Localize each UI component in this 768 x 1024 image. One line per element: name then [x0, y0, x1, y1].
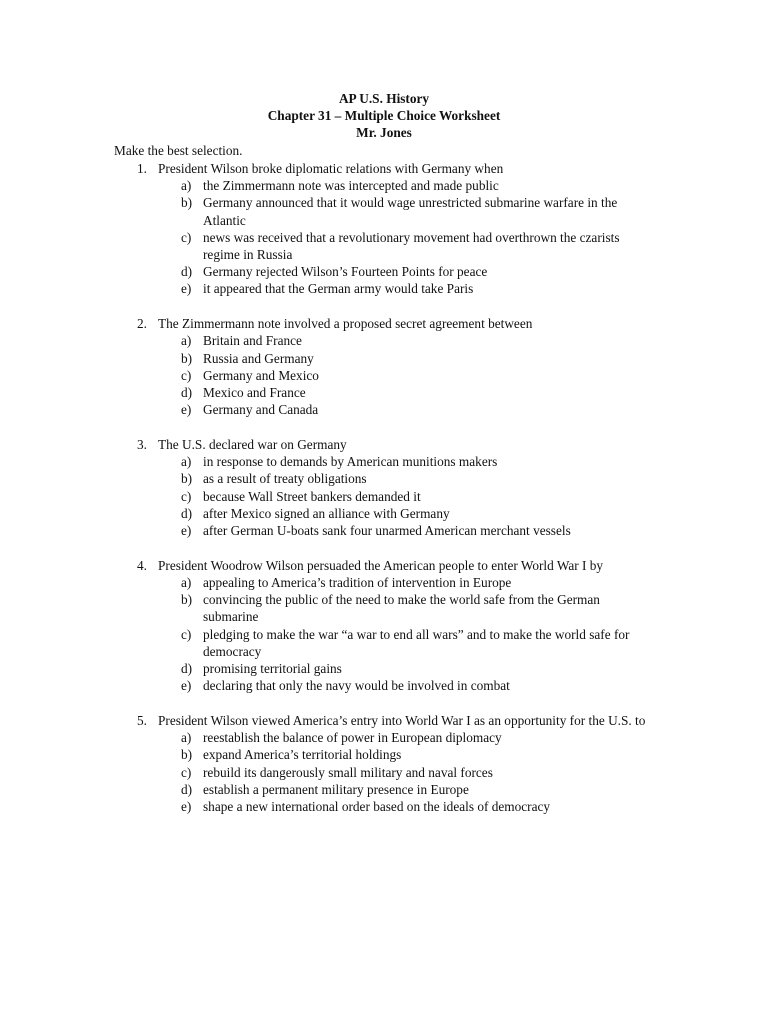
choice-letter: c) [181, 626, 192, 642]
choice-text: appealing to America’s tradition of intervention in Europe [203, 575, 512, 591]
choice-letter: c) [181, 488, 192, 504]
choice-item [0, 332, 768, 349]
choice-item [0, 781, 768, 798]
choice-text: Russia and Germany [203, 350, 314, 366]
choice-letter: c) [181, 764, 192, 780]
choice-text: Mexico and France [203, 385, 306, 401]
choice-letter: d) [181, 505, 193, 521]
question-list [0, 160, 768, 833]
choice-letter: b) [181, 350, 193, 366]
choice-item [0, 384, 768, 401]
choice-text: Germany rejected Wilson’s Fourteen Points for peace [203, 264, 488, 280]
choice-letter: d) [181, 781, 193, 797]
choice-text: declaring that only the navy would be involved in combat [203, 678, 510, 694]
question-5 [0, 712, 768, 815]
choice-letter: a) [181, 575, 192, 591]
choice-letter: b) [181, 471, 193, 487]
choice-text: as a result of treaty obligations [203, 471, 367, 487]
question-number: 2. [137, 316, 147, 332]
choice-letter: a) [181, 333, 192, 349]
question-number: 4. [137, 557, 147, 573]
choice-item [0, 764, 768, 781]
choice-text: promising territorial gains [203, 661, 342, 677]
choice-item [0, 350, 768, 367]
course-title: AP U.S. History [338, 91, 430, 106]
choice-item [0, 229, 768, 263]
choice-letter: e) [181, 523, 192, 539]
question-4 [0, 557, 768, 695]
choice-list [0, 729, 768, 815]
choice-item [0, 280, 768, 297]
choice-text: Germany announced that it would wage unrestricted submarine warfare in the Atlantic [203, 195, 618, 228]
choice-text: Britain and France [203, 333, 302, 349]
choice-item [0, 522, 768, 539]
question-number: 1. [137, 161, 147, 176]
choice-letter: a) [181, 730, 192, 746]
choice-item [0, 746, 768, 763]
choice-text: Germany and Mexico [203, 367, 319, 383]
choice-item [0, 677, 768, 694]
choice-text: establish a permanent military presence in Europe [203, 781, 469, 797]
worksheet-header [0, 90, 768, 142]
choice-text: convincing the public of the need to make the world safe from the German submarine [203, 592, 600, 625]
choice-letter: c) [181, 367, 192, 383]
choice-letter: c) [181, 229, 192, 245]
choice-list [0, 453, 768, 539]
choice-text: reestablish the balance of power in European diplomacy [203, 730, 502, 746]
choice-letter: d) [181, 661, 193, 677]
choice-list [0, 574, 768, 694]
question-1 [0, 160, 768, 298]
question-number: 5. [137, 713, 147, 729]
question-text: President Wilson broke diplomatic relations with Germany when [158, 161, 504, 176]
choice-item [0, 470, 768, 487]
choice-item [0, 505, 768, 522]
worksheet-title: Chapter 31 – Multiple Choice Worksheet [267, 108, 501, 124]
choice-item [0, 626, 768, 660]
choice-item [0, 574, 768, 591]
choice-item [0, 194, 768, 228]
choice-letter: e) [181, 402, 192, 418]
choice-item [0, 367, 768, 384]
question-number: 3. [137, 437, 147, 453]
question-3 [0, 436, 768, 539]
choice-text: the Zimmermann note was intercepted and made public [203, 178, 499, 194]
choice-letter: b) [181, 195, 193, 211]
choice-list [0, 332, 768, 418]
choice-text: it appeared that the German army would take Paris [203, 281, 474, 297]
choice-letter: a) [181, 178, 192, 194]
choice-letter: d) [181, 385, 193, 401]
choice-item [0, 263, 768, 280]
choice-text: Germany and Canada [203, 402, 319, 418]
choice-letter: e) [181, 281, 192, 297]
instructions: Make the best selection. [114, 143, 243, 158]
choice-text: because Wall Street bankers demanded it [203, 488, 421, 504]
choice-item [0, 401, 768, 418]
choice-letter: b) [181, 747, 193, 763]
choice-text: after German U-boats sank four unarmed American merchant vessels [203, 523, 571, 539]
choice-text: in response to demands by American munitions makers [203, 454, 498, 470]
choice-item [0, 177, 768, 194]
choice-item [0, 660, 768, 677]
choice-letter: b) [181, 592, 193, 608]
question-text: President Wilson viewed America’s entry into World War I as an opportunity for the U.S. to [158, 713, 646, 729]
choice-item [0, 729, 768, 746]
choice-text: rebuild its dangerously small military and naval forces [203, 764, 493, 780]
choice-letter: e) [181, 799, 192, 815]
choice-letter: e) [181, 678, 192, 694]
choice-item [0, 488, 768, 505]
choice-item [0, 798, 768, 815]
choice-item [0, 591, 768, 625]
choice-item [0, 453, 768, 470]
choice-list [0, 177, 768, 297]
choice-text: after Mexico signed an alliance with Germany [203, 505, 450, 521]
question-2 [0, 315, 768, 418]
choice-text: news was received that a revolutionary movement had overthrown the czarists regime in Russia [203, 229, 620, 263]
question-text: President Woodrow Wilson persuaded the American people to enter World War I by [158, 557, 604, 573]
choice-letter: d) [181, 264, 193, 280]
question-text: The Zimmermann note involved a proposed secret agreement between [158, 316, 533, 332]
choice-letter: a) [181, 454, 192, 470]
question-text: The U.S. declared war on Germany [158, 437, 347, 453]
choice-text: pledging to make the war “a war to end all wars” and to make the world safe for democracy [203, 626, 630, 659]
teacher-name: Mr. Jones [356, 125, 412, 141]
choice-text: shape a new international order based on the ideals of democracy [203, 799, 551, 815]
choice-text: expand America’s territorial holdings [203, 747, 402, 763]
